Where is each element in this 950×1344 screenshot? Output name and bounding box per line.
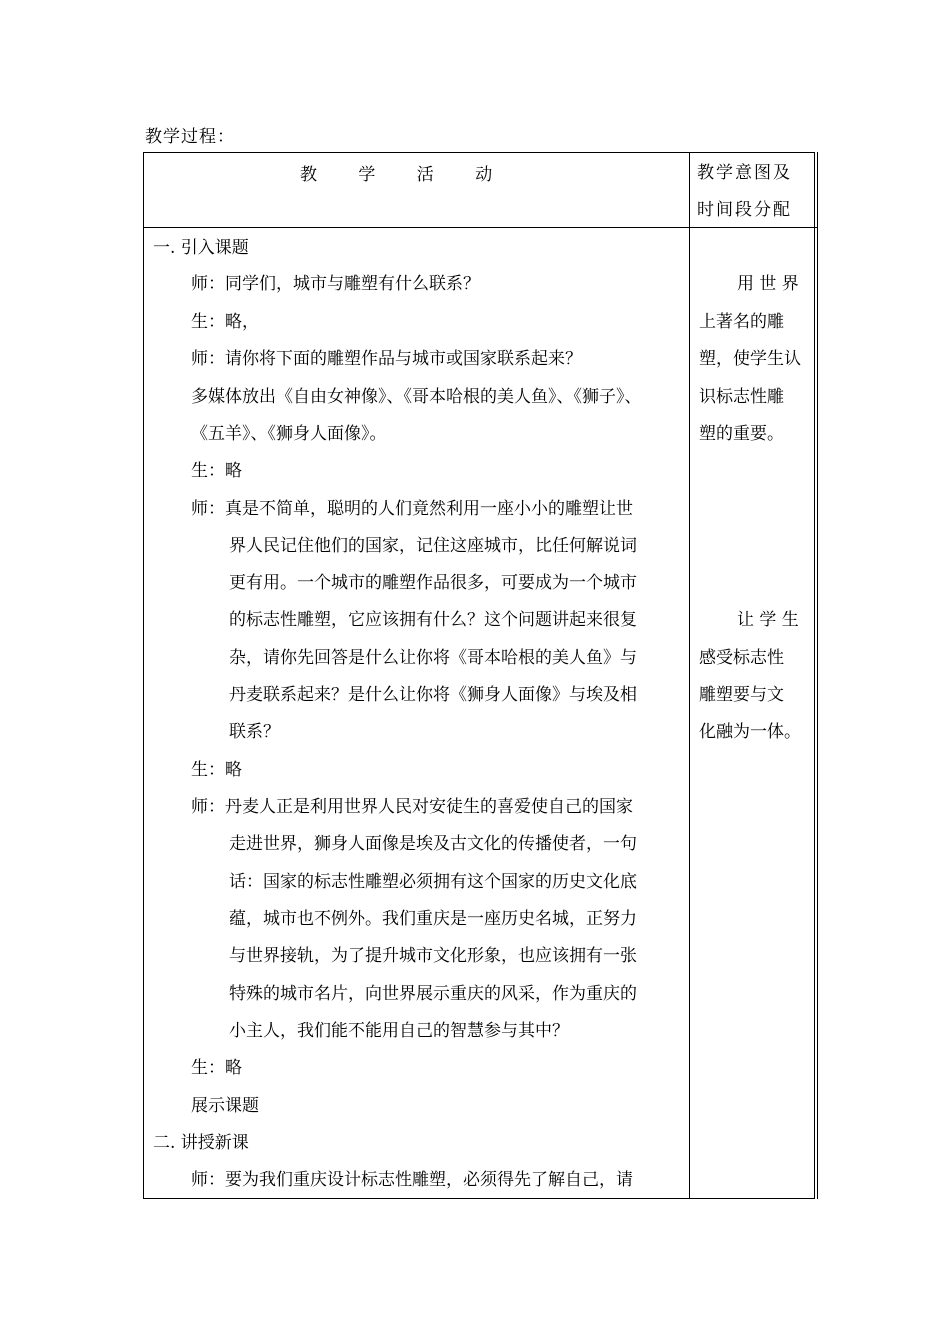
header-intent — [697, 155, 815, 229]
activity-line: 师：丹麦人正是利用世界人民对安徒生的喜爱使自己的国家 — [191, 797, 633, 817]
activity-line: 的标志性雕塑，它应该拥有什么？这个问题讲起来很复 — [229, 610, 637, 630]
intent-line: 塑的重要。 — [699, 424, 784, 444]
intent-line: 识标志性雕 — [699, 387, 784, 407]
activity-line: 蕴，城市也不例外。我们重庆是一座历史名城，正努力 — [229, 909, 637, 929]
activity-line: 特殊的城市名片，向世界展示重庆的风采，作为重庆的 — [229, 984, 637, 1004]
activity-line: 走进世界，狮身人面像是埃及古文化的传播使者，一句 — [229, 834, 637, 854]
header-intent-line: 教学意图及 — [697, 163, 792, 183]
intent-line: 塑，使学生认 — [699, 349, 801, 369]
activity-line: 二. 讲授新课 — [153, 1133, 249, 1153]
table-right-border — [817, 152, 818, 1199]
activity-line: 多媒体放出《自由女神像》、《哥本哈根的美人鱼》、《狮子》、 — [191, 387, 642, 407]
activity-line: 师：要为我们重庆设计标志性雕塑，必须得先了解自己，请 — [191, 1170, 633, 1190]
activity-line: 师：请你将下面的雕塑作品与城市或国家联系起来？ — [191, 349, 582, 369]
activity-line: 师：真是不简单，聪明的人们竟然利用一座小小的雕塑让世 — [191, 499, 633, 519]
activity-line: 生：略， — [191, 312, 259, 332]
activity-line: 杂，请你先回答是什么让你将《哥本哈根的美人鱼》与 — [229, 648, 637, 668]
activity-line: 《五羊》、《狮身人面像》。 — [191, 424, 387, 444]
intent-line: 用 世 界 — [737, 274, 799, 294]
activity-line: 与世界接轨，为了提升城市文化形象，也应该拥有一张 — [229, 946, 637, 966]
activity-line: 小主人，我们能不能用自己的智慧参与其中？ — [229, 1021, 569, 1041]
activity-line: 展示课题 — [191, 1096, 259, 1116]
intent-line: 雕塑要与文 — [699, 685, 784, 705]
header-activities: 教 学 活 动 — [300, 165, 511, 185]
intent-line: 让 学 生 — [737, 610, 799, 630]
intent-line: 上著名的雕 — [699, 312, 784, 332]
intent-line: 感受标志性 — [699, 648, 784, 668]
activity-line: 丹麦联系起来？是什么让你将《狮身人面像》与埃及相 — [229, 685, 637, 705]
header-intent-line: 时间段分配 — [697, 200, 792, 220]
activity-line: 生：略 — [191, 1058, 242, 1078]
column-divider — [689, 152, 690, 1199]
activity-line: 师：同学们，城市与雕塑有什么联系？ — [191, 274, 480, 294]
activity-line: 联系？ — [229, 722, 280, 742]
section-title: 教学过程： — [145, 127, 235, 147]
activity-line: 更有用。一个城市的雕塑作品很多，可要成为一个城市 — [229, 573, 637, 593]
intent-line: 化融为一体。 — [699, 722, 801, 742]
activity-line: 一. 引入课题 — [153, 238, 249, 258]
activity-line: 生：略 — [191, 461, 242, 481]
activity-line: 界人民记住他们的国家，记住这座城市，比任何解说词 — [229, 536, 637, 556]
activity-line: 话：国家的标志性雕塑必须拥有这个国家的历史文化底 — [229, 872, 637, 892]
activity-line: 生：略 — [191, 760, 242, 780]
